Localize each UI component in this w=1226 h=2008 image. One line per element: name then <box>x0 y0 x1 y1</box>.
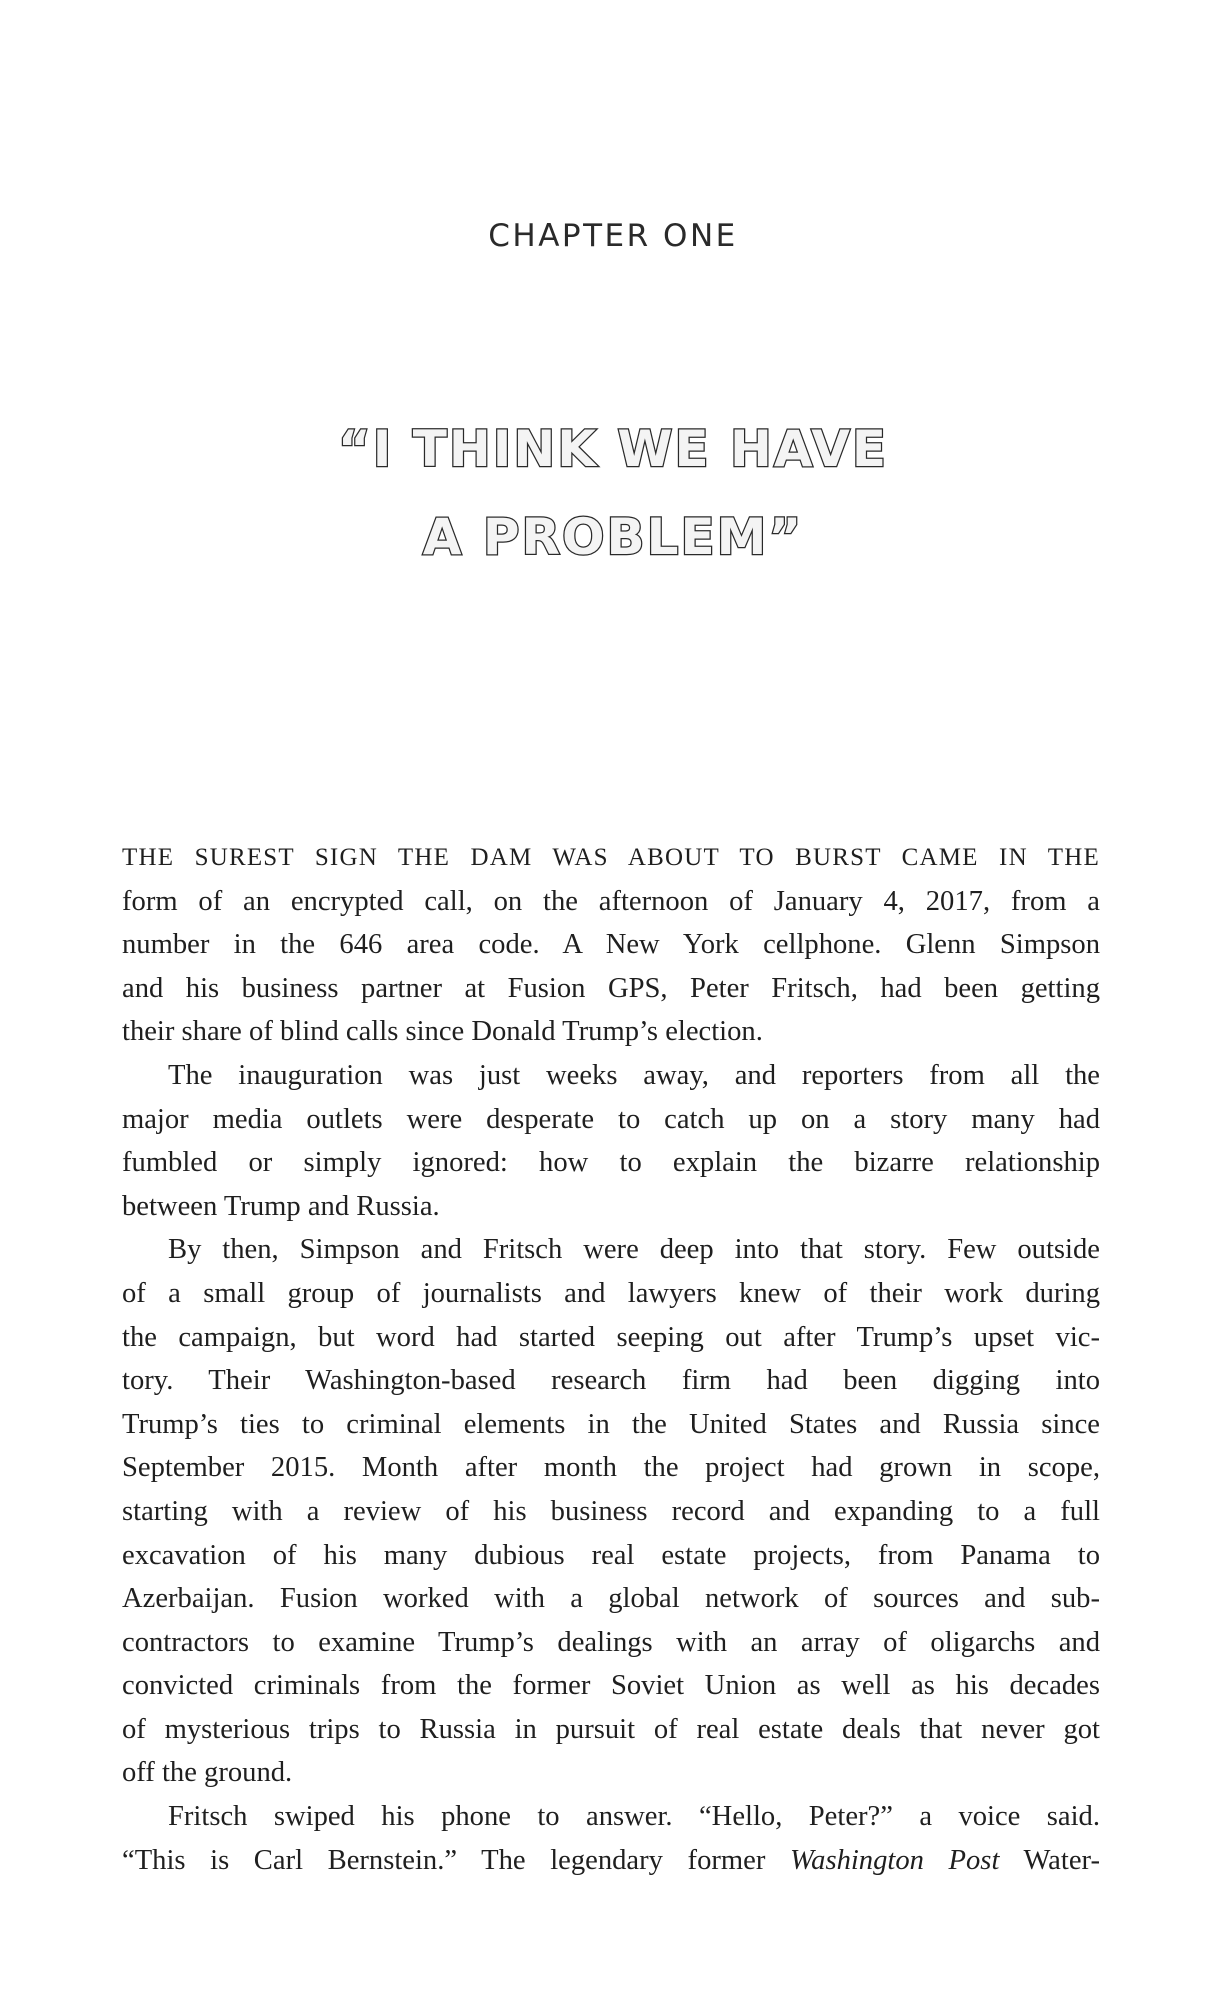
text-line: contractors to examine Trump’s dealings with an array of oligarchs and <box>122 1626 1100 1658</box>
text-line: Fritsch swiped his phone to answer. “Hello, Peter?” a voice said. <box>168 1801 1100 1833</box>
text-line: fumbled or simply ignored: how to explain the bizarre relationship <box>122 1147 1100 1179</box>
text-line: By then, Simpson and Fritsch were deep into that story. Few outside <box>168 1234 1100 1266</box>
text-line: number in the 646 area code. A New York cellphone. Glenn Simpson <box>122 929 1100 961</box>
text-line: off the ground. <box>122 1757 293 1789</box>
text-line: of mysterious trips to Russia in pursuit of real estate deals that never got <box>122 1713 1100 1745</box>
lead-in-line: THE SUREST SIGN THE DAM WAS ABOUT TO BURST CAME IN THE <box>122 844 1100 871</box>
text-line: their share of blind calls since Donald Trump’s election. <box>122 1016 763 1048</box>
chapter-title-line-1: “I THINK WE HAVE <box>337 420 889 478</box>
text-line: the campaign, but word had started seeping out after Trump’s upset vic- <box>122 1321 1100 1353</box>
text-line: starting with a review of his business record and expanding to a full <box>122 1495 1100 1527</box>
body-text <box>122 836 1100 1882</box>
chapter-title-line-2: A PROBLEM” <box>422 508 804 566</box>
final-line-start: “This is Carl Bernstein.” The legendary former <box>122 1844 766 1876</box>
publication-name: Washington Post <box>789 1844 1000 1876</box>
text-line: Azerbaijan. Fusion worked with a global network of sources and sub- <box>122 1583 1100 1615</box>
text-line: Trump’s ties to criminal elements in the United States and Russia since <box>122 1408 1100 1440</box>
text-line: convicted criminals from the former Soviet Union as well as his decades <box>122 1670 1100 1702</box>
final-text-line <box>122 1839 1100 1883</box>
text-line: September 2015. Month after month the project had grown in scope, <box>122 1452 1100 1484</box>
text-line: and his business partner at Fusion GPS, Peter Fritsch, had been getting <box>122 972 1100 1004</box>
text-line: of a small group of journalists and lawyers knew of their work during <box>122 1277 1100 1309</box>
chapter-title <box>0 405 1226 581</box>
chapter-label: CHAPTER ONE <box>488 218 738 254</box>
text-line: between Trump and Russia. <box>122 1190 440 1222</box>
text-line: excavation of his many dubious real estate projects, from Panama to <box>122 1539 1100 1571</box>
text-line: tory. Their Washington-based research firm had been digging into <box>122 1365 1100 1397</box>
final-line-end: Water- <box>1023 1844 1100 1876</box>
text-line: form of an encrypted call, on the afternoon of January 4, 2017, from a <box>122 885 1100 917</box>
text-line: major media outlets were desperate to catch up on a story many had <box>122 1103 1100 1135</box>
text-line: The inauguration was just weeks away, and reporters from all the <box>168 1059 1100 1091</box>
